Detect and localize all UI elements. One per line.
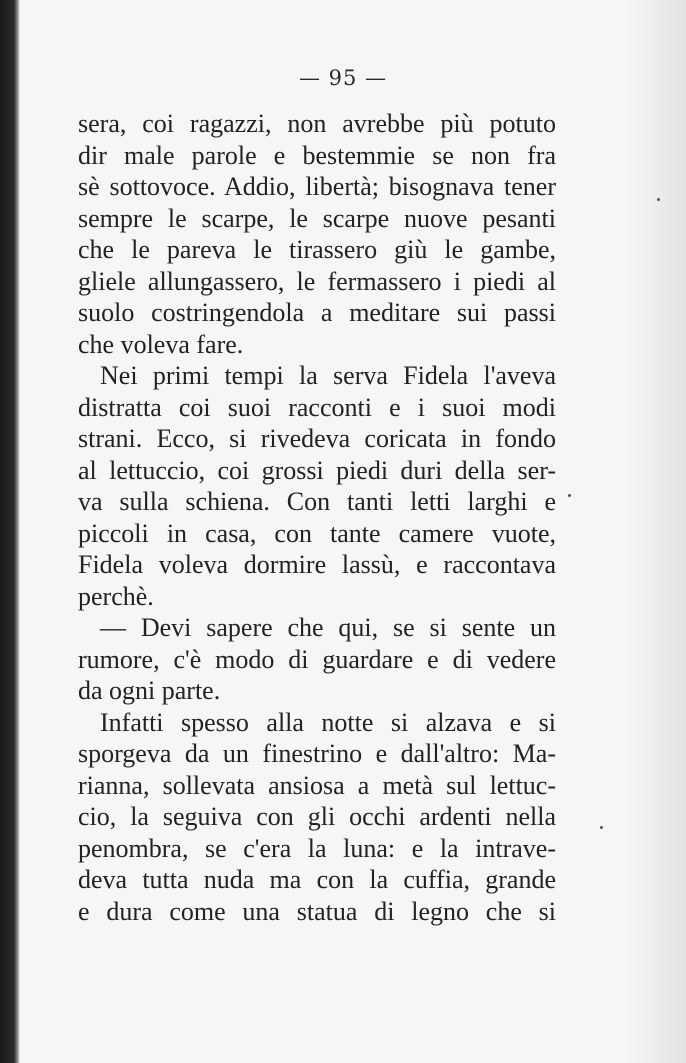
text-line: Fidela voleva dormire lassù, e raccontava [78, 550, 556, 579]
text-line: perchè. [78, 581, 154, 611]
text-line: piccoli in casa, con tante camere vuote, [78, 518, 556, 548]
text-line: Nei primi tempi la serva Fidela l'aveva [100, 361, 556, 390]
text-line: suolo costringendola a meditare sui passi [78, 298, 556, 327]
text-line: dir male parole e bestemmie se non fra [78, 140, 556, 170]
text-line: penombra, se c'era la luna: e la intrave- [78, 833, 556, 863]
text-line: sè sottovoce. Addio, libertà; bisognava tener [78, 172, 556, 201]
paper-speck [600, 826, 603, 829]
text-line: sempre le scarpe, le scarpe nuove pesanti [78, 203, 556, 233]
text-line: gliele allungassero, le fermassero i piedi al [78, 266, 556, 296]
text-line: rumore, c'è modo di guardare e di vedere [78, 644, 556, 674]
paper-speck [657, 198, 660, 201]
paper-speck [568, 494, 571, 497]
text-line: va sulla schiena. Con tanti letti larghi e [78, 487, 556, 516]
text-line: al lettuccio, coi grossi piedi duri della ser- [78, 455, 556, 485]
page-shadow [626, 0, 686, 1063]
text-line: sporgeva da un finestrino e dall'altro: Ma- [78, 739, 556, 768]
text-line: sera, coi ragazzi, non avrebbe più potuto [78, 109, 556, 138]
text-line: distratta coi suoi racconti e i suoi modi [78, 392, 556, 422]
text-line: che le pareva le tirassero giù le gambe, [78, 235, 556, 264]
book-binding-edge [0, 0, 20, 1063]
text-line: rianna, sollevata ansiosa a metà sul lettuc- [78, 770, 556, 800]
text-line: Infatti spesso alla notte si alzava e si [100, 707, 556, 737]
text-line: e dura come una statua di legno che si [78, 896, 556, 926]
page-number: — 95 — [298, 66, 388, 90]
body-text [78, 108, 556, 927]
text-line: — Devi sapere che qui, se si sente un [100, 613, 556, 642]
text-line: cio, la seguiva con gli occhi ardenti nella [78, 802, 556, 831]
text-line: che voleva fare. [78, 329, 244, 359]
text-line: strani. Ecco, si rivedeva coricata in fondo [78, 424, 556, 453]
text-line: da ogni parte. [78, 676, 221, 705]
text-line: deva tutta nuda ma con la cuffia, grande [78, 865, 556, 894]
